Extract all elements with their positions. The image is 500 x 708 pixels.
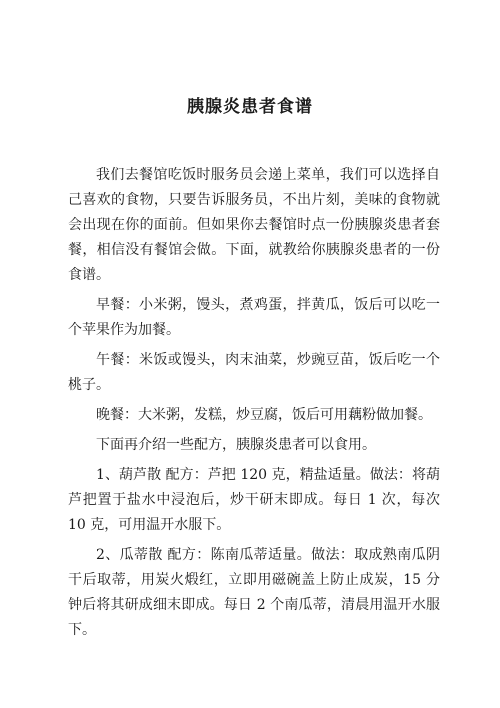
lunch-paragraph: 午餐：米饭或馒头，肉末油菜，炒豌豆苗，饭后吃一个桃子。 [68,352,440,393]
intro-paragraph: 我们去餐馆吃饭时服务员会递上菜单，我们可以选择自己喜欢的食物，只要告诉服务员，不出片刻，美味的食物就会出现在你的面前。但如果你去餐馆时点一份胰腺炎患者套餐，相信没有餐馆会做。下面，就教给你胰腺炎患者的一份食谱。 [68,167,440,283]
recipes-intro-paragraph: 下面再介绍一些配方，胰腺炎患者可以食用。 [96,437,376,453]
document-title: 胰腺炎患者食谱 [187,97,313,117]
dinner-paragraph: 晚餐：大米粥，发糕，炒豆腐，饭后可用藕粉做加餐。 [96,407,432,423]
recipe-2-paragraph: 2、瓜蒂散 配方：陈南瓜蒂适量。做法：取成熟南瓜阴干后取蒂，用炭火煅红，立即用磁碗盖上防止成炭，15 分钟后将其研成细末即成。每日 2 个南瓜蒂，清晨用温开水服下。 [68,547,440,638]
recipe-1-paragraph: 1、葫芦散 配方：芦把 120 克，精盐适量。做法：将葫芦把置于盐水中浸泡后，炒干研末即成。每日 1 次，每次 10 克，可用温开水服下。 [68,467,440,533]
breakfast-paragraph: 早餐：小米粥，馒头，煮鸡蛋，拌黄瓜，饭后可以吃一个苹果作为加餐。 [68,297,440,338]
document-body [68,163,440,648]
